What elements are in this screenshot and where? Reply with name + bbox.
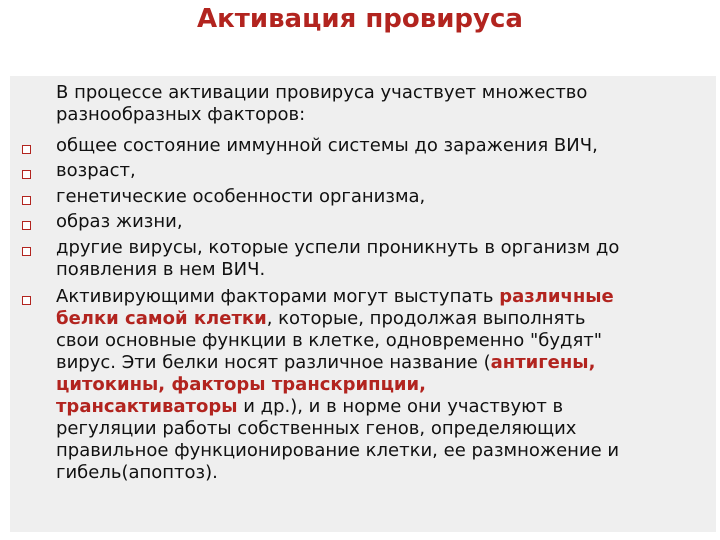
bullet-square-icon xyxy=(22,145,31,154)
list-item-age: возраст, xyxy=(56,160,136,181)
paragraph-text: вирус. Эти белки носят различное название ( xyxy=(56,352,491,373)
paragraph-line-4 xyxy=(56,352,595,374)
paragraph-text: Активирующими факторами могут выступать xyxy=(56,286,500,307)
bullet-square-icon xyxy=(22,170,31,179)
paragraph-line-9: гибель(апоптоз). xyxy=(56,462,218,483)
bullet-square-icon xyxy=(22,196,31,205)
highlight-text: различные xyxy=(499,286,614,307)
list-item-genetics: генетические особенности организма, xyxy=(56,186,426,207)
intro-line-2: разнообразных факторов: xyxy=(56,104,306,125)
paragraph-line-3: свои основные функции в клетке, одновременно "будят" xyxy=(56,330,603,351)
paragraph-text: , которые, продолжая выполнять xyxy=(266,308,586,329)
highlight-text: трансактиваторы xyxy=(56,396,238,417)
paragraph-line-5: цитокины, факторы транскрипции, xyxy=(56,374,426,395)
list-item-lifestyle: образ жизни, xyxy=(56,211,183,232)
paragraph-line-7: регуляции работы собственных генов, определяющих xyxy=(56,418,577,439)
list-item-other-viruses-cont: появления в нем ВИЧ. xyxy=(56,259,266,280)
bullet-square-icon xyxy=(22,247,31,256)
paragraph-line-2 xyxy=(56,308,585,330)
page-title: Активация провируса xyxy=(197,4,523,34)
highlight-text: белки самой клетки xyxy=(56,308,267,329)
bullet-square-icon xyxy=(22,221,31,230)
intro-line-1: В процессе активации провируса участвует множество xyxy=(56,82,588,103)
list-item-immune-state: общее состояние иммунной системы до заражения ВИЧ, xyxy=(56,135,598,156)
paragraph-line-1 xyxy=(56,286,614,308)
bullet-square-icon xyxy=(22,296,31,305)
list-item-other-viruses: другие вирусы, которые успели проникнуть в организм до xyxy=(56,237,620,258)
paragraph-line-6 xyxy=(56,396,563,418)
paragraph-line-8: правильное функционирование клетки, ее размножение и xyxy=(56,440,620,461)
highlight-text: антигены, xyxy=(490,352,596,373)
paragraph-text: и др.), и в норме они участвуют в xyxy=(237,396,564,417)
